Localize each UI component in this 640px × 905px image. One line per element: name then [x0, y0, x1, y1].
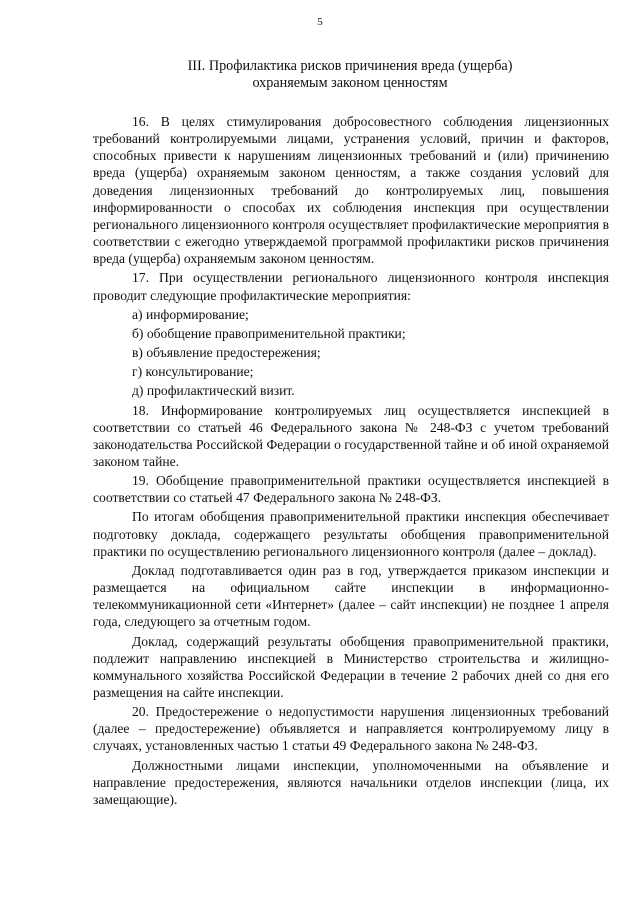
paragraph-17: 17. При осуществлении регионального лицензионного контроля инспекция проводит следующие профилактические мероприятия: [93, 270, 609, 303]
paragraph-20-officials: Должностными лицами инспекции, уполномоченными на объявление и направление предостережения, являются начальники отделов инспекции (лица, их замещающие). [93, 757, 609, 807]
section-title-line-2: охраняемым законом ценностям [252, 75, 448, 91]
paragraph-19: 19. Обобщение правоприменительной практики осуществляется инспекцией в соответствии со статьей 47 Федерального закона № 248-ФЗ. [93, 473, 609, 506]
paragraph-19-publication: Доклад подготавливается один раз в год, утверждается приказом инспекции и размещается на официальном сайте инспекции в информационно-телекоммуникационной сети «Интернет» (далее – сайт инспекции) не позднее 1 апреля года, следующего за отчетным годом. [93, 562, 609, 630]
measure-item-c: в) объявление предостережения; [132, 345, 321, 361]
paragraph-18: 18. Информирование контролируемых лиц осуществляется инспекцией в соответствии со статьей 46 Федерального закона № 248-ФЗ с учетом требований законодательства Российской Федерации о государственной тайне и об иной охраняемой законом тайне. [93, 402, 609, 469]
paragraph-20: 20. Предостережение о недопустимости нарушения лицензионных требований (далее – предостережение) объявляется и направляется контролируемому лицу в случаях, установленных частью 1 статьи 49 Федерального закона № 248-ФЗ. [93, 704, 609, 754]
measure-item-b: б) обобщение правоприменительной практики; [132, 325, 406, 341]
measure-item-d: г) консультирование; [132, 364, 254, 380]
section-title-line-1: III. Профилактика рисков причинения вреда (ущерба) [187, 58, 513, 74]
paragraph-19-submission: Доклад, содержащий результаты обобщения правоприменительной практики, подлежит направлению инспекцией в Министерство строительства и жилищно-коммунального хозяйства Российской Федерации в течение 2 рабочих дней со дня его размещения на сайте инспекции. [93, 633, 609, 700]
paragraph-19-report: По итогам обобщения правоприменительной практики инспекция обеспечивает подготовку доклада, содержащего результаты обобщения правоприменительной практики по осуществлению регионального лицензионного контроля (далее – доклад). [93, 509, 609, 559]
page-number: 5 [317, 16, 323, 28]
paragraph-16: 16. В целях стимулирования добросовестного соблюдения лицензионных требований контролируемыми лицами, устранения условий, причин и факторов, способных привести к нарушениям лицензионных требований и (или) причинению вреда (ущерба) охраняемым законом ценностям, а также создания условий для доведения лицензионных требований до контролируемых лиц, повышения информированности о способах их соблюдения инспекция при осуществлении регионального лицензионного контроля осуществляет профилактические мероприятия в соответствии с ежегодно утверждаемой программой профилактики рисков причинения вреда (ущерба) охраняемым законом ценностям. [93, 114, 609, 267]
document-body [93, 113, 609, 808]
section-title [120, 58, 580, 92]
measure-item-e: д) профилактический визит. [132, 383, 295, 399]
measure-item-a: а) информирование; [132, 306, 249, 322]
